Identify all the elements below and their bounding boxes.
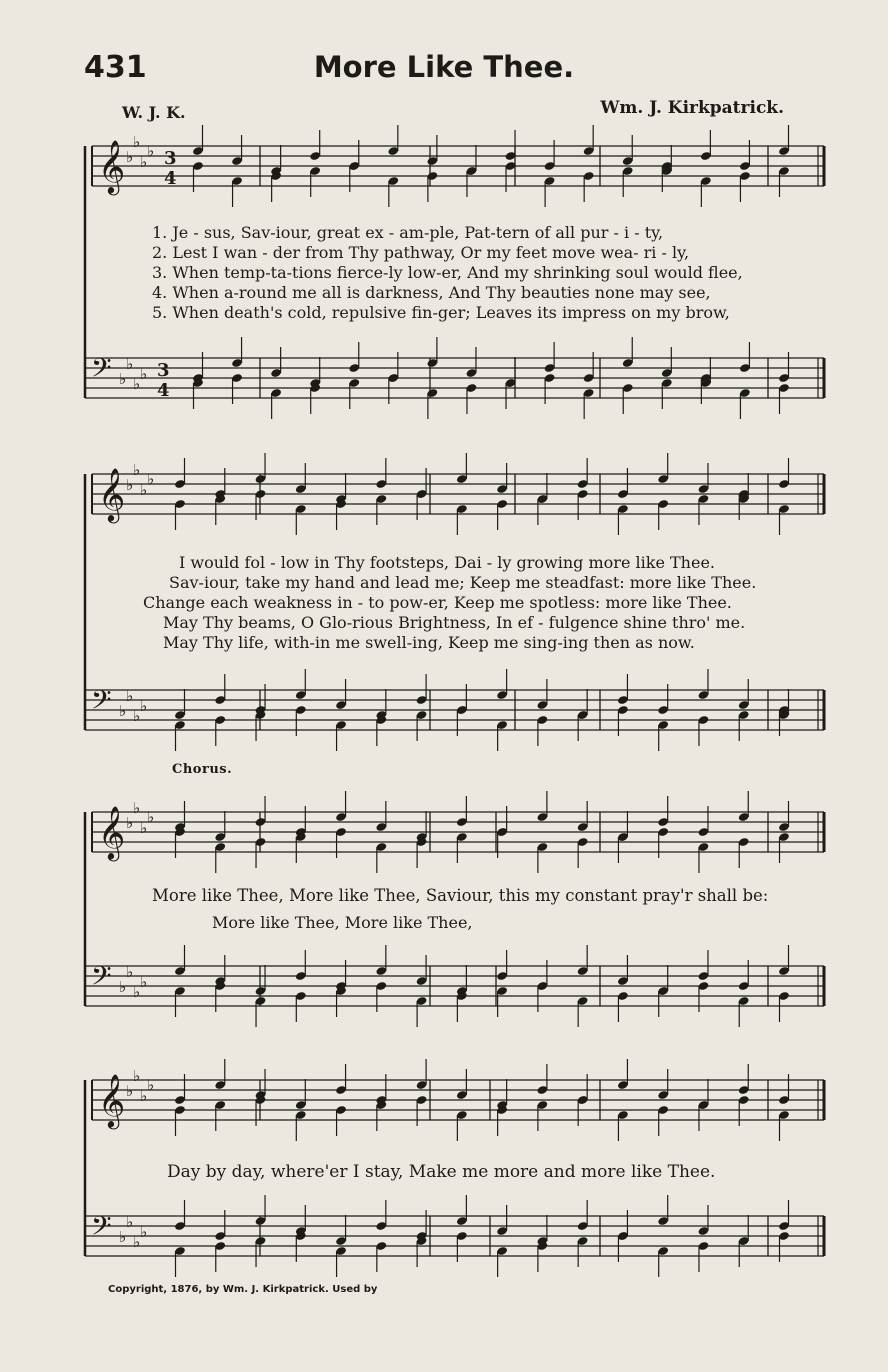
flat-icon: ♭ [140, 819, 148, 837]
chorus-line-1: More like Thee, More like Thee, Saviour, this my constant pray'r shall be: [152, 886, 769, 905]
verse-1-line-a: 1. Je - sus, Sav-iour, great ex - am-ple, Pat-tern of all pur - i - ty, [152, 223, 664, 242]
flat-icon: ♭ [140, 481, 148, 499]
flat-icon: ♭ [147, 470, 155, 488]
flat-icon: ♭ [126, 1213, 134, 1231]
treble-clef-icon: 𝄞 [98, 467, 126, 521]
chorus-line-3: Day by day, where'er I stay, Make me more and more like Thee. [167, 1162, 716, 1182]
verse-1-line-b: I would fol - low in Thy footsteps, Dai - ly growing more like Thee. [179, 553, 715, 572]
flat-icon: ♭ [126, 355, 134, 373]
verse-4-line-b: May Thy beams, O Glo-rious Brightness, In ef - fulgence shine thro' me. [163, 613, 746, 632]
flat-icon: ♭ [133, 1067, 141, 1085]
verses-second-half [143, 553, 756, 653]
verse-4-line-a: 4. When a-round me all is darkness, And Thy beauties none may see, [152, 283, 711, 302]
time-sig-bottom: 4 [157, 380, 170, 401]
flat-icon: ♭ [126, 687, 134, 705]
lyricist-credit: W. J. K. [122, 103, 186, 122]
treble-clef-icon: 𝄞 [98, 805, 126, 859]
verse-3-line-b: Change each weakness in - to pow-er, Keep me spotless: more like Thee. [143, 593, 732, 612]
chorus-label: Chorus. [172, 762, 233, 777]
composer-credit: Wm. J. Kirkpatrick. [600, 98, 784, 118]
flat-icon: ♭ [126, 963, 134, 981]
flat-icon: ♭ [126, 814, 134, 832]
copyright-notice: Copyright, 1876, by Wm. J. Kirkpatrick. Used by [108, 1284, 378, 1295]
flat-icon: ♭ [119, 370, 127, 388]
bass-clef-icon: 𝄢 [91, 352, 112, 390]
verse-5-line-a: 5. When death's cold, repulsive fin-ger; Leaves its impress on my brow, [152, 303, 730, 322]
chorus-line-2: More like Thee, More like Thee, [212, 913, 473, 932]
flat-icon: ♭ [126, 148, 134, 166]
flat-icon: ♭ [147, 808, 155, 826]
verse-2-line-b: Sav-iour, take my hand and lead me; Keep me steadfast: more like Thee. [169, 573, 757, 592]
verse-2-line-a: 2. Lest I wan - der from Thy pathway, Or my feet move wea- ri - ly, [152, 243, 690, 262]
time-sig-top: 3 [164, 148, 177, 169]
flat-icon: ♭ [140, 1087, 148, 1105]
flat-icon: ♭ [133, 799, 141, 817]
flat-icon: ♭ [133, 133, 141, 151]
flat-icon: ♭ [133, 375, 141, 393]
flat-icon: ♭ [119, 1228, 127, 1246]
verses-first-half [152, 223, 743, 323]
flat-icon: ♭ [133, 707, 141, 725]
hymn-title: More Like Thee. [313, 50, 575, 84]
flat-icon: ♭ [126, 1082, 134, 1100]
verse-5-line-b: May Thy life, with-in me swell-ing, Keep me sing-ing then as now. [163, 633, 695, 652]
time-sig-bottom: 4 [164, 168, 177, 189]
flat-icon: ♭ [133, 983, 141, 1001]
flat-icon: ♭ [147, 1076, 155, 1094]
treble-clef-icon: 𝄞 [98, 139, 126, 193]
flat-icon: ♭ [126, 476, 134, 494]
flat-icon: ♭ [140, 153, 148, 171]
verse-3-line-a: 3. When temp-ta-tions fierce-ly low-er, And my shrinking soul would flee, [152, 263, 743, 282]
time-sig-top: 3 [157, 360, 170, 381]
bass-clef-icon: 𝄢 [91, 960, 112, 998]
flat-icon: ♭ [140, 973, 148, 991]
flat-icon: ♭ [133, 1233, 141, 1251]
bass-clef-icon: 𝄢 [91, 1210, 112, 1248]
flat-icon: ♭ [119, 978, 127, 996]
hymn-number: 431 [84, 50, 147, 85]
flat-icon: ♭ [147, 142, 155, 160]
flat-icon: ♭ [133, 461, 141, 479]
flat-icon: ♭ [140, 697, 148, 715]
flat-icon: ♭ [140, 1223, 148, 1241]
treble-clef-icon: 𝄞 [98, 1073, 126, 1127]
flat-icon: ♭ [140, 365, 148, 383]
flat-icon: ♭ [119, 702, 127, 720]
bass-clef-icon: 𝄢 [91, 684, 112, 722]
